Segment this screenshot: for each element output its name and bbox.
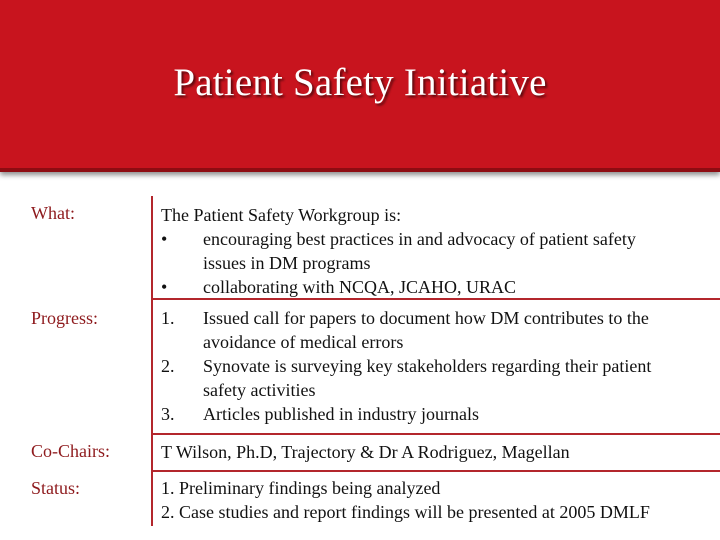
number-marker: 1. <box>161 308 175 328</box>
number-marker: 2. <box>161 356 175 376</box>
list-item-text: Issued call for papers to document how DM contributes to the avoidance of medical errors <box>203 308 649 352</box>
list-item <box>161 354 713 402</box>
row-content-status <box>161 476 713 524</box>
title-banner <box>0 0 720 172</box>
what-intro: The Patient Safety Workgroup is: <box>161 205 402 225</box>
list-item-text: Articles published in industry journals <box>203 404 479 424</box>
list-item <box>161 275 713 299</box>
bullet-marker: • <box>161 229 168 249</box>
row-label-progress: Progress: <box>31 308 98 328</box>
list-item <box>161 306 713 354</box>
status-line: 1. Preliminary findings being analyzed <box>161 478 441 498</box>
list-item <box>161 402 713 426</box>
status-line: 2. Case studies and report findings will be presented at 2005 DMLF <box>161 502 650 522</box>
number-marker: 3. <box>161 404 175 424</box>
row-content-co-chairs: T Wilson, Ph.D, Trajectory & Dr A Rodriguez, Magellan <box>161 442 570 462</box>
row-divider-co-chairs <box>153 470 720 472</box>
row-label-what: What: <box>31 203 75 223</box>
row-label-status: Status: <box>31 478 81 498</box>
bullet-marker: • <box>161 277 168 297</box>
list-item <box>161 227 713 275</box>
row-content-what <box>161 203 713 299</box>
row-content-progress <box>161 306 713 426</box>
list-item-text: encouraging best practices in and advocacy of patient safety issues in DM programs <box>203 229 636 273</box>
row-divider-progress <box>153 433 720 435</box>
list-item-text: collaborating with NCQA, JCAHO, URAC <box>203 277 516 297</box>
list-item-text: Synovate is surveying key stakeholders regarding their patient safety activities <box>203 356 652 400</box>
row-label-co-chairs: Co-Chairs: <box>31 441 110 461</box>
slide-title: Patient Safety Initiative <box>173 61 547 104</box>
table-vertical-divider <box>151 196 153 526</box>
